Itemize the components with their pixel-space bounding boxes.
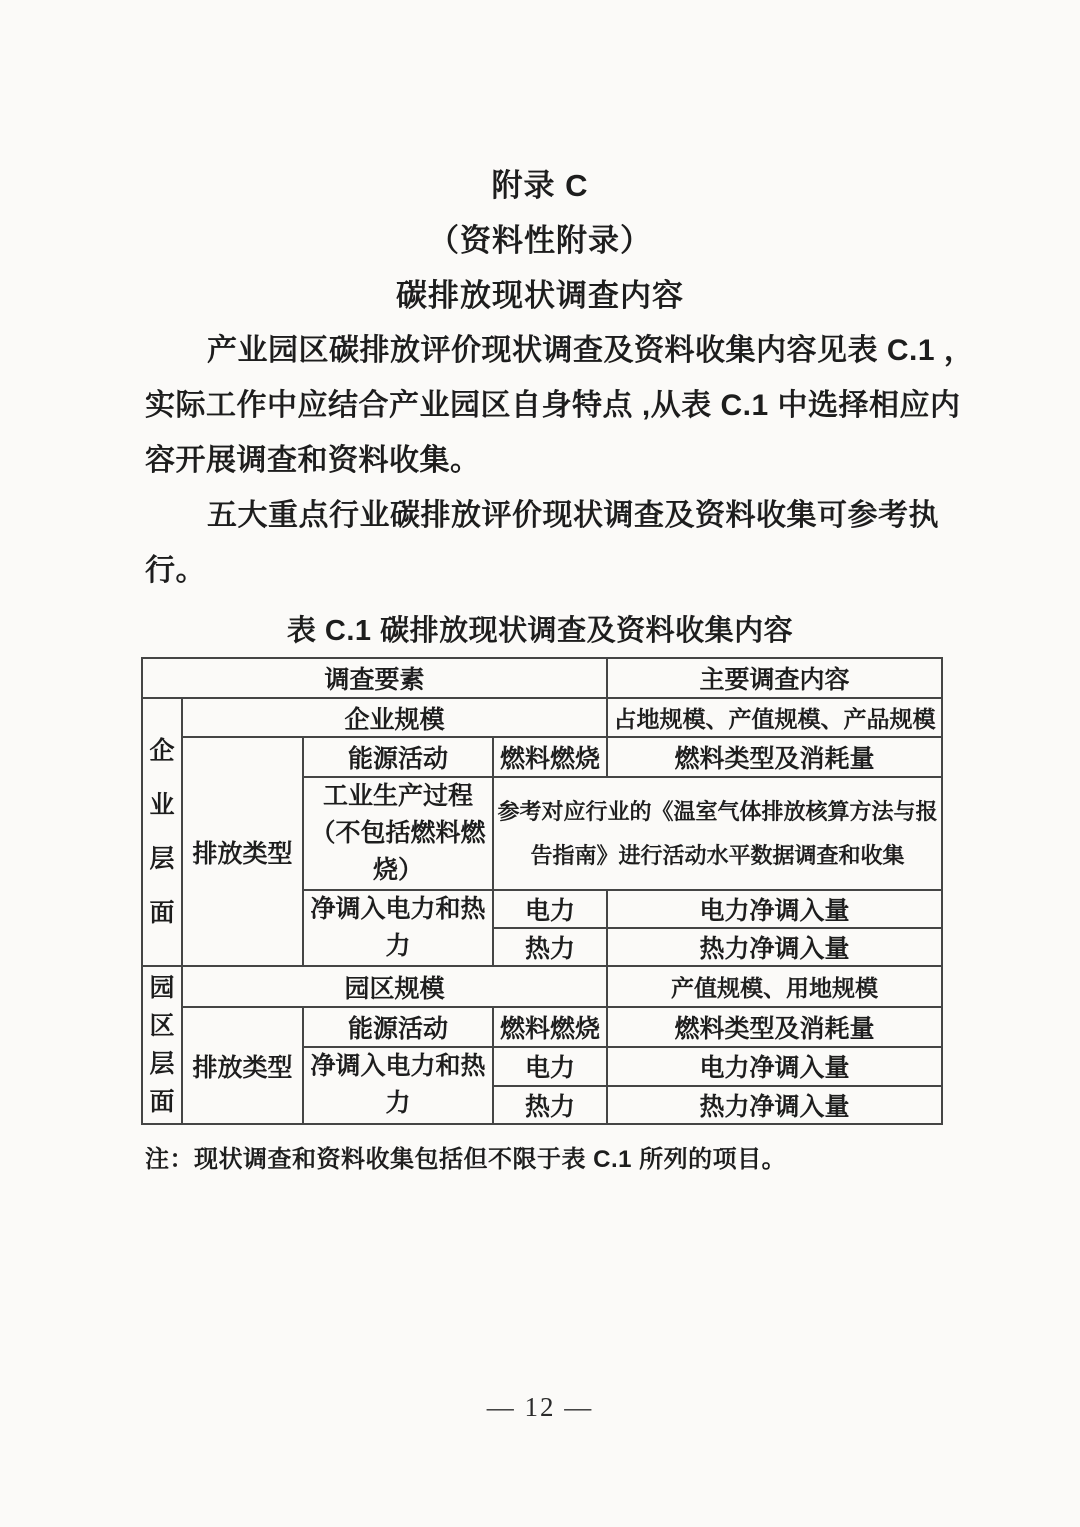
cell-park-heat: 热力 (493, 1086, 607, 1124)
page-content (145, 158, 975, 1174)
cell-park-scale: 园区规模 (182, 966, 607, 1007)
paragraph-line: 五大重点行业碳排放评价现状调查及资料收集可参考执 (207, 499, 939, 532)
table-caption: 表 C.1 碳排放现状调查及资料收集内容 (286, 615, 794, 647)
cell-park-net-import: 净调入电力和热力 (303, 1047, 493, 1125)
table-row (142, 1007, 942, 1047)
cell-enterprise-net-import: 净调入电力和热力 (303, 890, 493, 966)
cell-park-emission-type: 排放类型 (182, 1007, 303, 1124)
cell-enterprise-scale-content: 占地规模、产值规模、产品规模 (607, 698, 942, 737)
paragraph-line: 实际工作中应结合产业园区自身特点 ,从表 C.1 中选择相应内 (145, 389, 961, 422)
table-row (142, 966, 942, 1007)
appendix-type-title: （资料性附录） (428, 223, 652, 258)
appendix-title: 附录 C (491, 168, 589, 203)
cell-park-electricity-content: 电力净调入量 (607, 1047, 942, 1087)
header-main-survey-content: 主要调查内容 (607, 658, 942, 698)
cell-park-scale-content: 产值规模、用地规模 (607, 966, 942, 1007)
paragraph-1 (145, 323, 975, 488)
cell-enterprise-scale: 企业规模 (182, 698, 607, 737)
cell-enterprise-industrial-process-content: 参考对应行业的《温室气体排放核算方法与报告指南》进行活动水平数据调查和收集 (493, 777, 942, 890)
cell-enterprise-fuel-content: 燃料类型及消耗量 (607, 737, 942, 777)
cell-park-fuel-combustion: 燃料燃烧 (493, 1007, 607, 1047)
paragraph-line: 容开展调查和资料收集。 (145, 444, 481, 477)
survey-table (141, 657, 943, 1125)
cell-enterprise-heat: 热力 (493, 928, 607, 966)
cell-enterprise-heat-content: 热力净调入量 (607, 928, 942, 966)
cell-enterprise-level: 企业层面 (142, 698, 182, 966)
cell-park-fuel-content: 燃料类型及消耗量 (607, 1007, 942, 1047)
cell-enterprise-energy-activity: 能源活动 (303, 737, 493, 777)
paragraph-2 (145, 488, 939, 598)
table-row (142, 698, 942, 737)
cell-enterprise-emission-type: 排放类型 (182, 737, 303, 966)
cell-enterprise-industrial-process: 工业生产过程（不包括燃料燃烧） (303, 777, 493, 890)
cell-park-energy-activity: 能源活动 (303, 1007, 493, 1047)
cell-park-electricity: 电力 (493, 1047, 607, 1087)
cell-park-level: 园区层面 (142, 966, 182, 1124)
cell-enterprise-electricity: 电力 (493, 890, 607, 928)
paragraph-line: 行。 (145, 554, 206, 587)
cell-enterprise-electricity-content: 电力净调入量 (607, 890, 942, 928)
appendix-subject-title: 碳排放现状调查内容 (396, 278, 684, 313)
header-survey-elements: 调查要素 (142, 658, 607, 698)
table-header-row (142, 658, 942, 698)
table-note: 注：现状调查和资料收集包括但不限于表 C.1 所列的项目。 (145, 1146, 787, 1173)
paragraph-line: 产业园区碳排放评价现状调查及资料收集内容见表 C.1 ， (207, 334, 975, 367)
table-row (142, 737, 942, 777)
cell-park-heat-content: 热力净调入量 (607, 1086, 942, 1124)
cell-enterprise-fuel-combustion: 燃料燃烧 (493, 737, 607, 777)
page-number: — 12 — (486, 1392, 594, 1422)
